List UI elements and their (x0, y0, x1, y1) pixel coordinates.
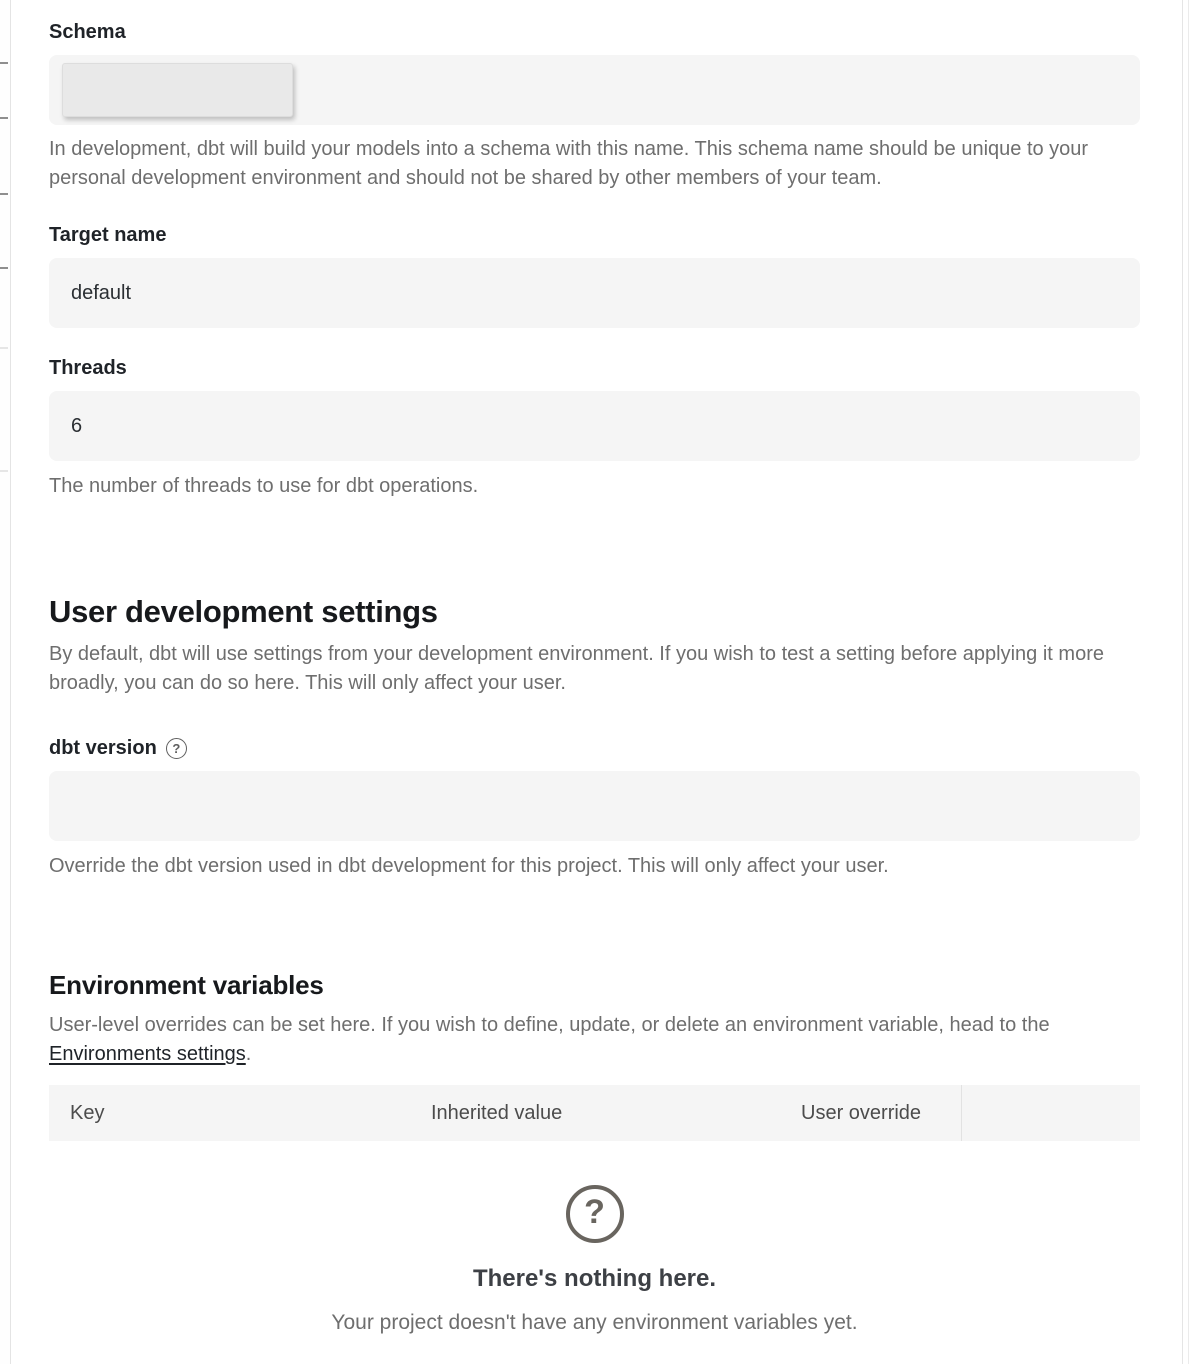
redacted-value-block (62, 63, 293, 117)
dbt-version-input[interactable] (49, 771, 1140, 841)
threads-label: Threads (49, 357, 127, 379)
schema-input[interactable] (49, 55, 1140, 125)
scrollbar-track-line (1188, 0, 1189, 1364)
threads-input[interactable] (49, 391, 1140, 461)
question-circle-icon: ? (566, 1185, 624, 1243)
target-name-field-group (49, 221, 1140, 328)
column-header-user-override: User override (801, 1101, 922, 1124)
threads-help-text: The number of threads to use for dbt operations. (49, 475, 479, 497)
empty-state-subtitle: Your project doesn't have any environment variables yet. (331, 1311, 858, 1334)
scrollbar-track[interactable] (1182, 0, 1190, 1364)
column-header-inherited-value: Inherited value (431, 1101, 563, 1124)
schema-help-text: In development, dbt will build your models into a schema with this name. This schema name should be unique to your personal development environment and should not be shared by other members of your team. (49, 138, 1089, 189)
left-panel-divider (0, 470, 8, 472)
user-development-settings-description: By default, dbt will use settings from your development environment. If you wish to test a setting before applying it more broadly, you can do so here. This will only affect your user. (49, 643, 1104, 694)
environment-variables-table-header (49, 1085, 1140, 1141)
left-panel-divider (0, 117, 8, 119)
dbt-version-label: dbt version (49, 737, 157, 759)
environment-variables-empty-state (49, 1185, 1140, 1337)
column-header-actions (961, 1085, 1140, 1141)
dbt-version-label-row (49, 734, 1140, 762)
left-panel-edge (0, 0, 11, 1364)
schema-label: Schema (49, 21, 126, 43)
column-header-key: Key (70, 1101, 105, 1124)
project-credentials-settings-page (49, 0, 1140, 1337)
empty-state-title: There's nothing here. (472, 1265, 717, 1292)
left-panel-divider (0, 62, 8, 64)
target-name-label: Target name (49, 224, 167, 246)
threads-field-group (49, 354, 1140, 501)
left-panel-divider (0, 267, 8, 269)
left-panel-divider (0, 347, 8, 349)
environment-variables-title: Environment variables (49, 970, 324, 1000)
user-development-settings-title: User development settings (49, 594, 438, 629)
dbt-version-help-text: Override the dbt version used in dbt development for this project. This will only affect your user. (49, 855, 889, 877)
target-name-input[interactable] (49, 258, 1140, 328)
environments-settings-link[interactable]: Environments settings (49, 1043, 246, 1065)
schema-field-group (49, 18, 1140, 193)
environment-variables-description-text: User-level overrides can be set here. If you wish to define, update, or delete an environment variable, head to the (49, 1014, 1050, 1036)
description-period: . (245, 1043, 252, 1065)
question-circle-icon[interactable]: ? (166, 738, 187, 759)
left-panel-divider (0, 193, 8, 195)
environment-variables-description (49, 1011, 1140, 1069)
